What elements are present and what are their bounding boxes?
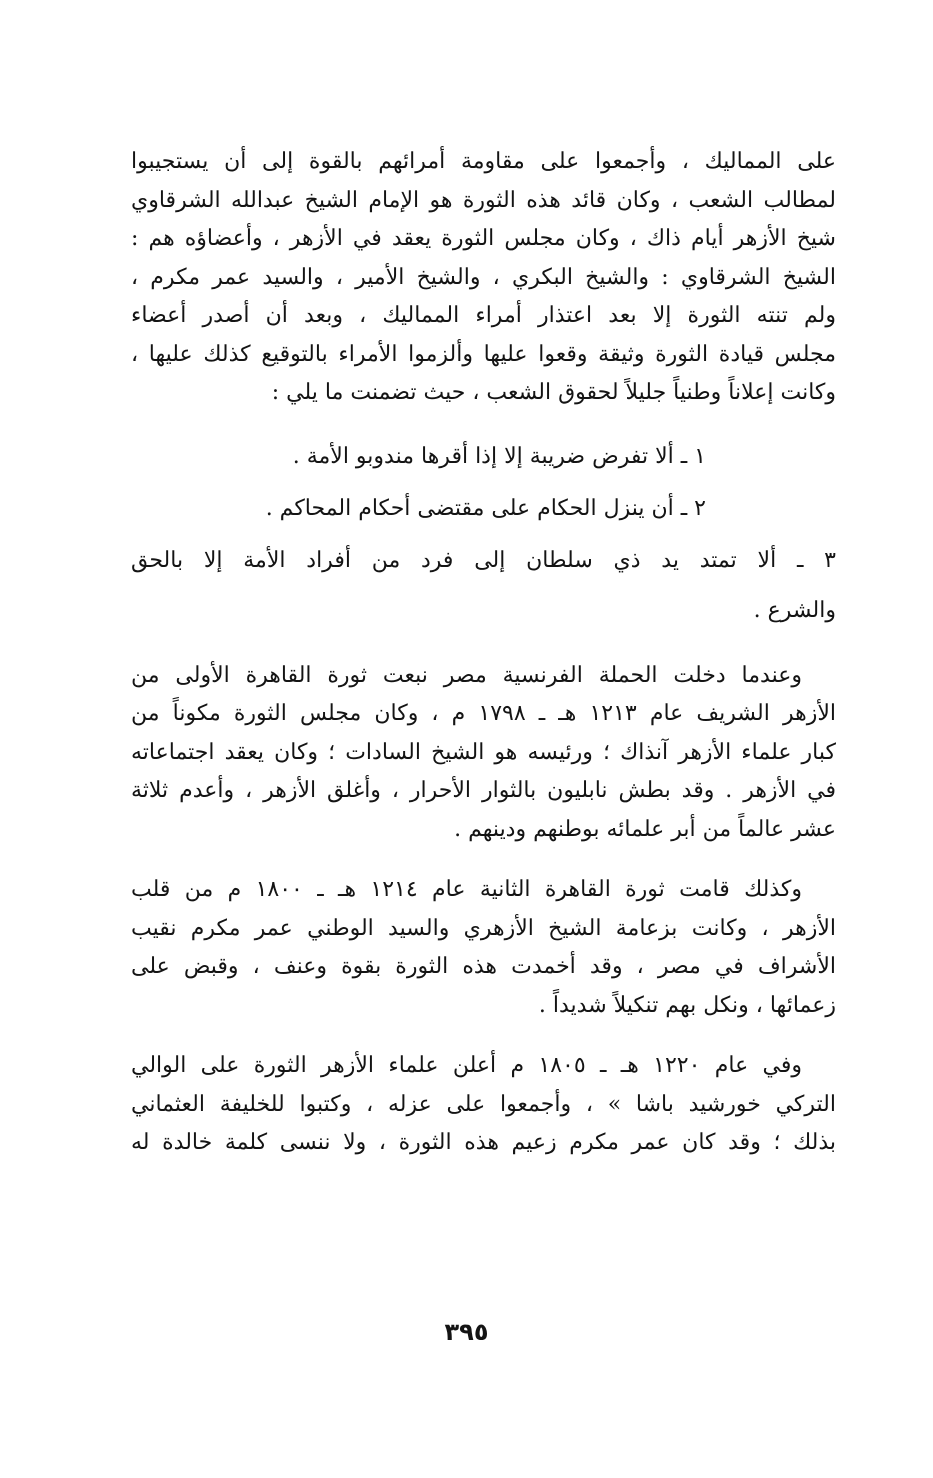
- text-line: كبار علماء الأزهر آنذاك ؛ ورئيسه هو الشيخ السادات ؛ وكان يعقد اجتماعاته: [131, 739, 836, 765]
- paragraph-4: [131, 1047, 836, 1163]
- text-line: ولم تنته الثورة إلا بعد اعتذار أمراء المماليك ، وبعد أن أصدر أعضاء: [131, 303, 836, 328]
- list-item: ٣ ـ ألا تمتد يد ذي سلطان إلى فرد من أفراد الأمة إلا بالحق: [131, 547, 836, 573]
- text-line: وكذلك قامت ثورة القاهرة الثانية عام ١٢١٤ هـ ـ ١٨٠٠ م من قلب: [131, 877, 802, 902]
- text-line: التركي خورشيد باشا » ، وأجمعوا على عزله ، وكتبوا للخليفة العثماني: [131, 1091, 836, 1117]
- text-line: على المماليك ، وأجمعوا على مقاومة أمرائهم بالقوة إلى أن يستجيبوا: [131, 149, 836, 174]
- text-line: الأزهر ، وكانت بزعامة الشيخ الأزهري والسيد الوطني عمر مكرم نقيب: [131, 915, 836, 941]
- list-item: ٢ ـ أن ينزل الحكام على مقتضى أحكام المحاكم .: [265, 495, 706, 521]
- text-line: بذلك ؛ وقد كان عمر مكرم زعيم هذه الثورة ، ولا ننسى كلمة خالدة له: [131, 1130, 836, 1155]
- paragraph-3: [131, 871, 836, 1025]
- text-line: وعندما دخلت الحملة الفرنسية مصر نبعت ثورة القاهرة الأولى من: [131, 662, 802, 688]
- page-number: ٣٩٥: [444, 1318, 489, 1346]
- text-line: الأزهر الشريف عام ١٢١٣ هـ ـ ١٧٩٨ م ، وكان مجلس الثورة مكوناً من: [131, 701, 836, 726]
- text-line: مجلس قيادة الثورة وثيقة وقعوا عليها وألزموا الأمراء بالتوقيع كذلك عليها ،: [131, 341, 836, 367]
- text-line: الشيخ الشرقاوي : والشيخ البكري ، والشيخ الأمير ، والسيد عمر مكرم ،: [131, 264, 836, 290]
- text-line: في الأزهر . وقد بطش نابليون بالثوار الأحرار ، وأغلق الأزهر ، وأعدم ثلاثة: [131, 778, 836, 803]
- paragraph-1: [131, 143, 836, 413]
- text-line: زعمائها ، ونكل بهم تنكيلاً شديداً .: [538, 992, 836, 1018]
- list-item-continuation: والشرع .: [753, 597, 836, 623]
- page-body: [131, 143, 836, 1163]
- text-line: لمطالب الشعب ، وكان قائد هذه الثورة هو الإمام الشيخ عبدالله الشرقاوي: [131, 187, 836, 213]
- demands-list: [131, 431, 836, 635]
- paragraph-2: [131, 657, 836, 850]
- text-line: الأشراف في مصر ، وقد أخمدت هذه الثورة بقوة وعنف ، وقبض على: [131, 954, 836, 979]
- text-line: عشر عالماً من أبر علمائه بوطنهم ودينهم .: [454, 816, 836, 842]
- text-line: شيخ الأزهر أيام ذاك ، وكان مجلس الثورة يعقد في الأزهر ، وأعضاؤه هم :: [131, 226, 836, 251]
- text-line: وكانت إعلاناً وطنياً جليلاً لحقوق الشعب ، حيث تضمنت ما يلي :: [271, 380, 836, 405]
- list-item: ١ ـ ألا تفرض ضريبة إلا إذا أقرها مندوبو الأمة .: [292, 443, 706, 469]
- text-line: وفي عام ١٢٢٠ هـ ـ ١٨٠٥ م أعلن علماء الأزهر الثورة على الوالي: [131, 1053, 802, 1078]
